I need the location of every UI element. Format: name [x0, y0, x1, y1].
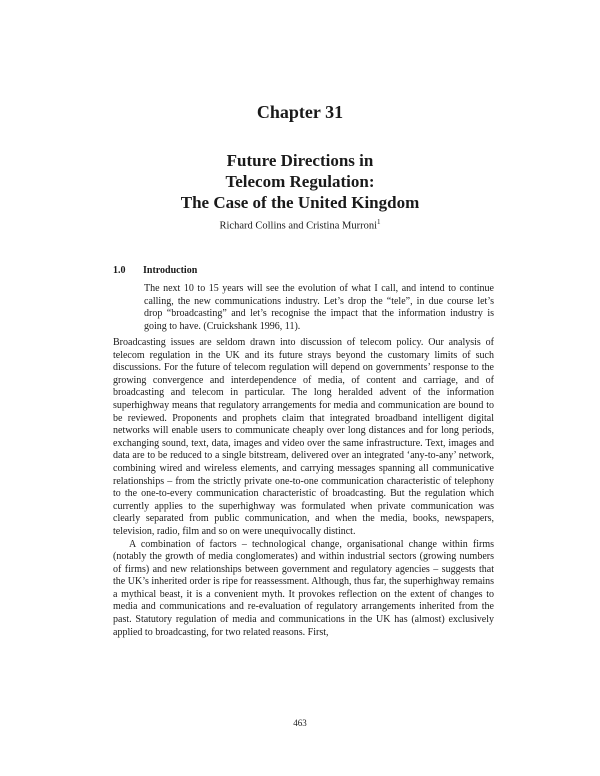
- title-line-2: Telecom Regulation:: [225, 172, 375, 191]
- epigraph-quote: The next 10 to 15 years will see the evolution of what I call, and intend to continue calling, the new communications industry. Let’s drop the “tele”, in due course let’s drop “broadcasting” and let’s recognise the impact that the information industry is going to have. (Cruickshank 1996, 11).: [144, 283, 494, 332]
- author-names: Richard Collins and Cristina Murroni: [219, 220, 377, 232]
- chapter-title: [0, 150, 600, 213]
- title-line-1: Future Directions in: [226, 151, 374, 170]
- author-line: [0, 218, 600, 232]
- paragraph: A combination of factors – technological change, organisational change within firms (notably the growth of media conglomerates) and within industrial sectors (growing numbers of firms) and new relationships between government and regulatory agencies – suggests that the UK’s inherited order is ripe for reassessment. Although, thus far, the superhighway remains a mythical beast, it is a convenient myth. It provokes reflection on the extent of changes to media and communications and re-evaluation of regulatory arrangements inherited from the past. Statutory regulation of media and communications in the UK has (almost) exclusively applied to broadcasting, for two related reasons. First,: [113, 538, 494, 638]
- chapter-label: Chapter 31: [256, 102, 344, 122]
- section-title: Introduction: [143, 265, 198, 276]
- page-number: 463: [293, 718, 307, 728]
- section-heading: [113, 265, 197, 276]
- author-footnote-mark[interactable]: 1: [377, 218, 381, 226]
- title-line-3: The Case of the United Kingdom: [180, 193, 420, 212]
- paragraph: Broadcasting issues are seldom drawn into discussion of telecom policy. Our analysis of telecom regulation in the UK and its future strays beyond the customary limits of such discussions. For the future of telecom regulation will depend on governments’ response to the growing convergence and interdependence of media, of content and carriage, and of broadcasting and telecom in particular. The long heralded advent of the information superhighway means that regulatory arrangements for media and communication are bound to be reviewed. Proponents and prophets claim that integrated broadband intelligent digital networks will enable users to communicate cheaply over long distances and for long periods, exchanging sound, text, data, images and video over the same infrastructure. Text, images and data are to be reduced to a single bitstream, delivered over an integrated ‘any-to-any’ network, combining wired and wireless elements, and carrying messages spanning all communicative relationships – from the strictly private one-to-one communication characteristic of telephony to the one-to-every communication characteristic of broadcasting. But the regulation which currently applies to the superhighway was formulated when private communication was clearly separated from public communication, and when the media, books, newspapers, television, radio, film and so on were unequivocally distinct.: [113, 337, 494, 537]
- section-number: 1.0: [113, 265, 126, 276]
- body-text: [113, 337, 494, 639]
